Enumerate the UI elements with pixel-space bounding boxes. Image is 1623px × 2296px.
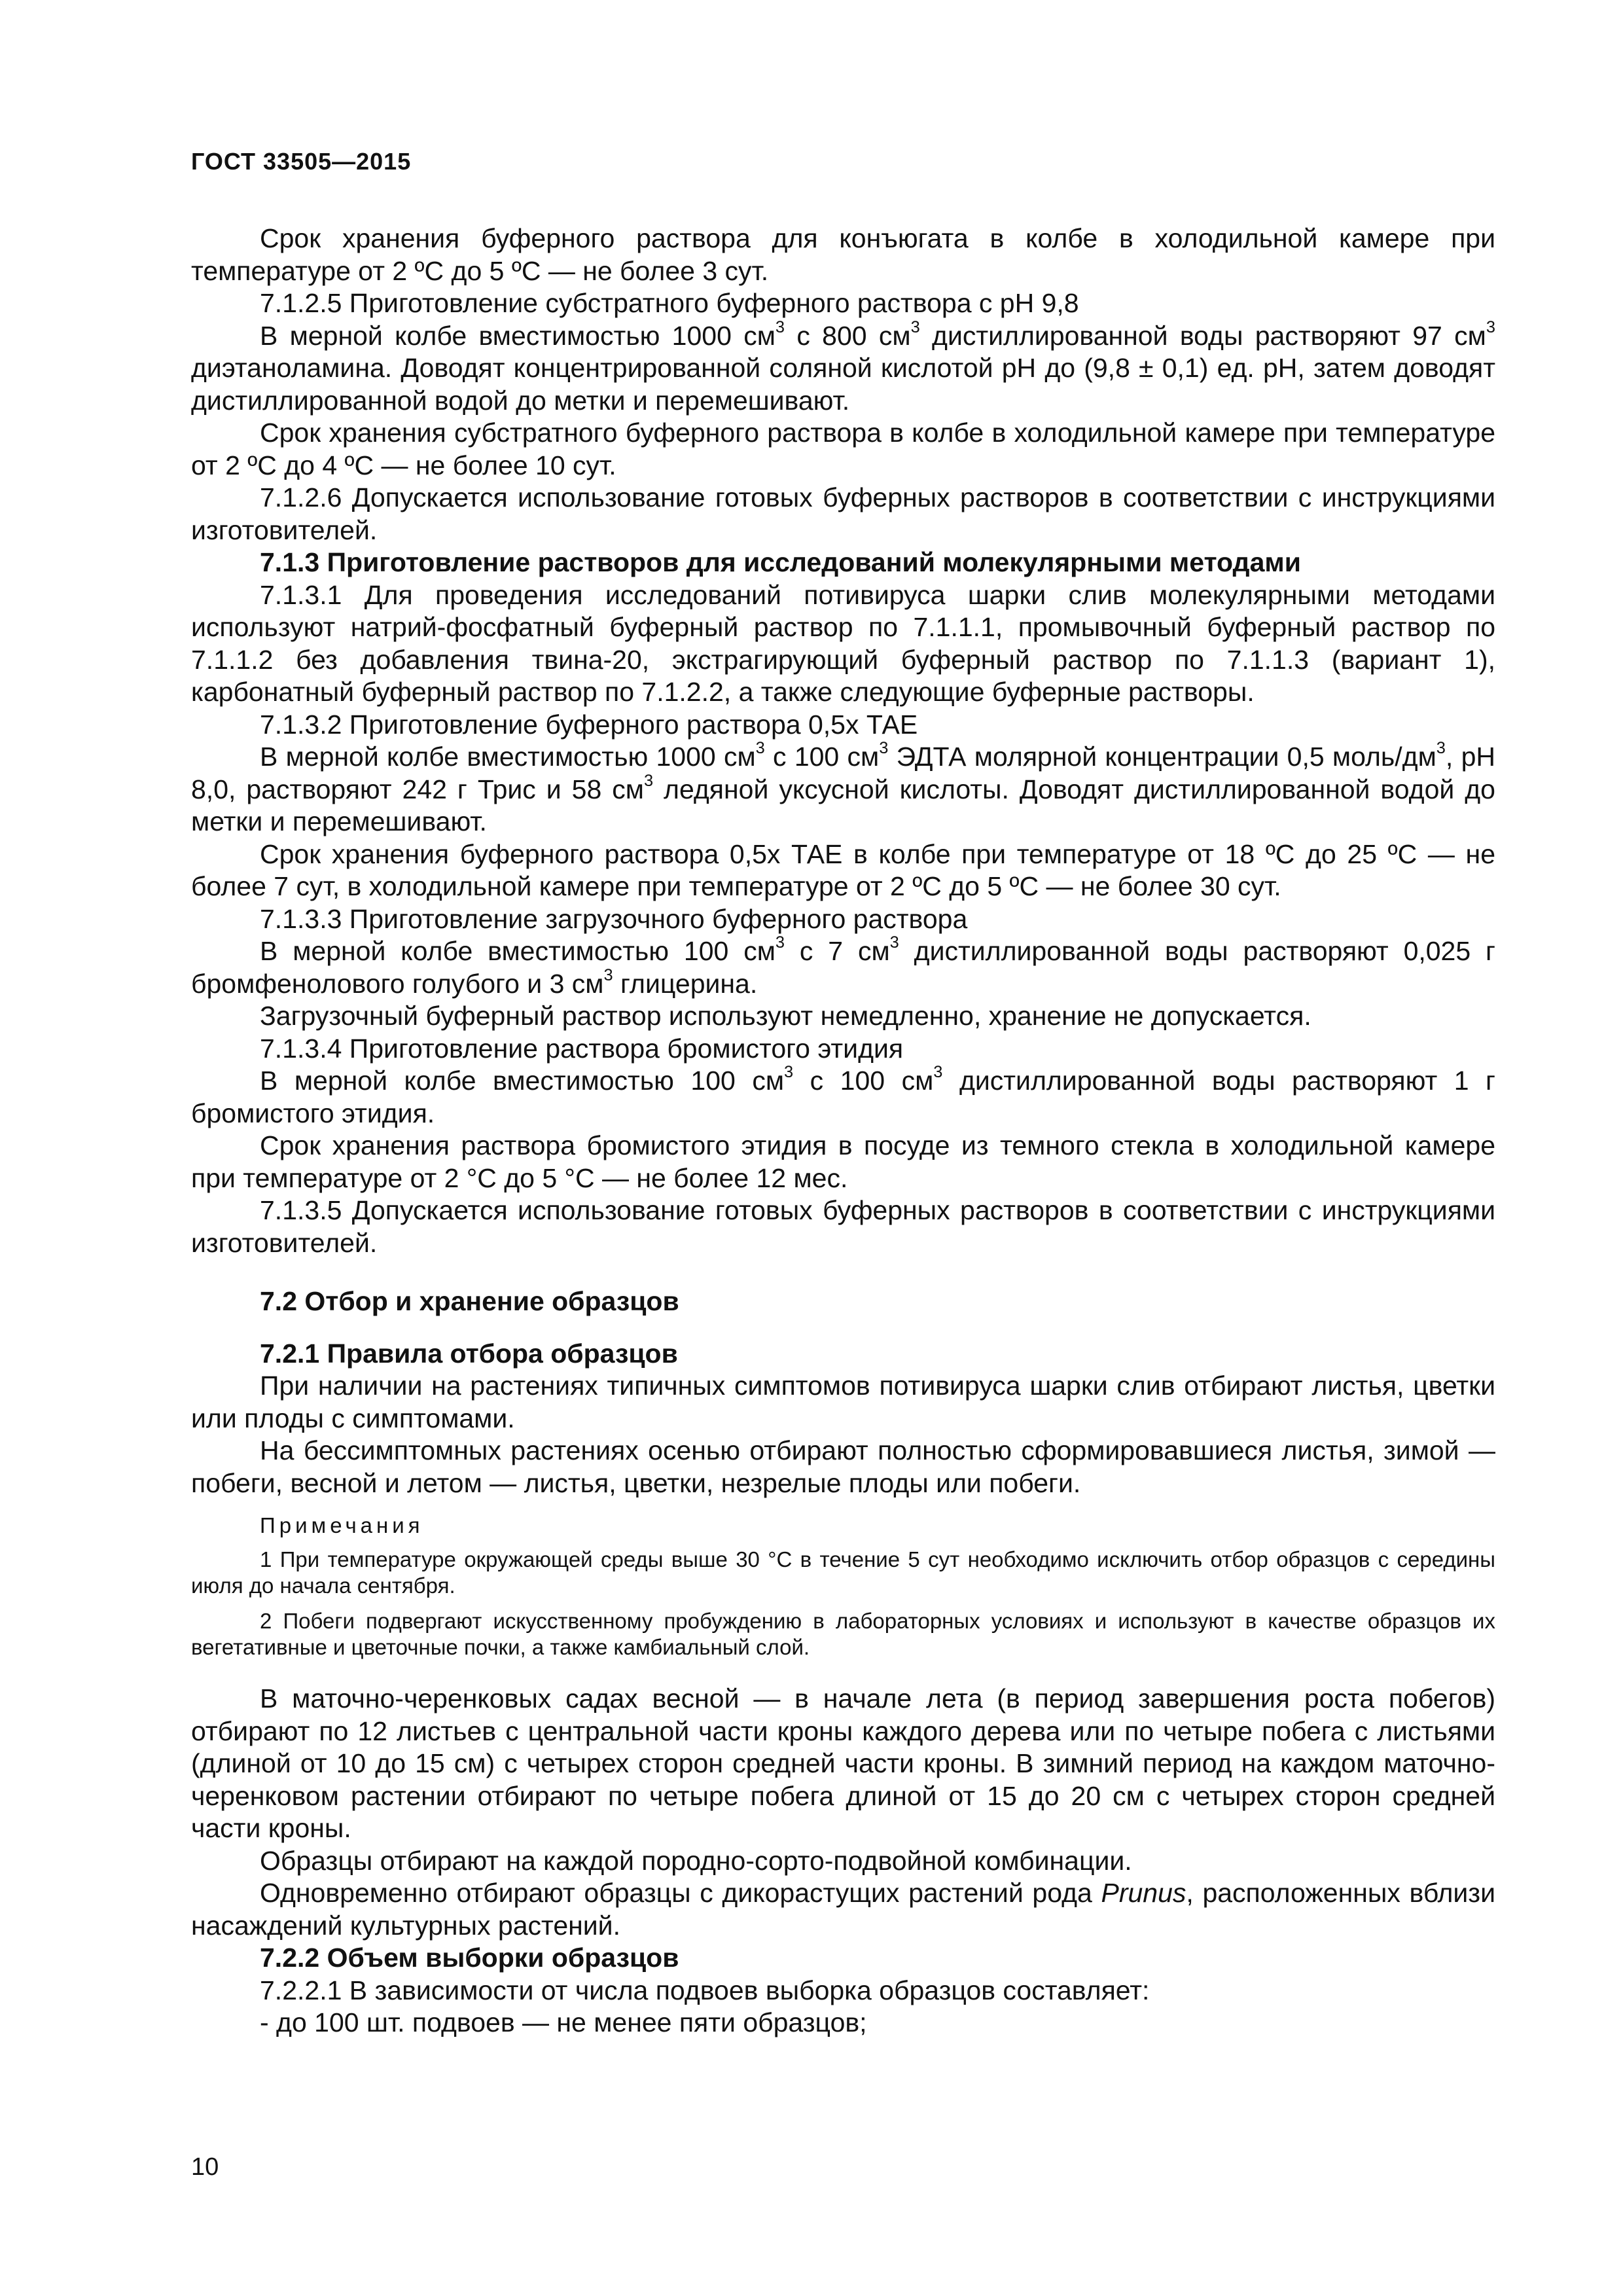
subsection-heading: 7.2.2 Объем выборки образцов xyxy=(260,1943,679,1973)
paragraph: Образцы отбирают на каждой породно-сорто-подвойной комбинации. xyxy=(260,1845,1132,1876)
section-heading: 7.1.3 Приготовление растворов для исследований молекулярными методами xyxy=(260,547,1301,577)
paragraph: 7.1.3.5 Допускается использование готовых буферных растворов в соответствии с инструкциями изготовителей. xyxy=(191,1195,1495,1258)
paragraph: В мерной колбе вместимостью 100 $см^3$ с 100 $см^3$ дистиллированной воды растворяют 1 г бромистого этидия. xyxy=(191,1062,1495,1128)
paragraph: В мерной колбе вместимостью 1000 $см^3$ с 100 $см^3$ ЭДТА молярной концентрации 0,5 моль/$дм^3$, рН 8,0, растворяют 242 г Трис и 58 $см^3$ ледяной уксусной кислоты. Доводят дистиллированной водой до метки и перемешивают. xyxy=(191,738,1495,836)
list-item: - до 100 шт. подвоев — не менее пяти образцов; xyxy=(260,2007,867,2037)
notes-block xyxy=(191,1513,1495,1660)
paragraph: 7.1.2.6 Допускается использование готовых буферных растворов в соответствии с инструкциями изготовителей. xyxy=(191,482,1495,545)
document-body xyxy=(191,223,1495,2039)
paragraph: Срок хранения субстратного буферного раствора в колбе в холодильной камере при температуре от 2 ºС до 4 ºС — не более 10 сут. xyxy=(191,418,1495,480)
note-item: 1 При температуре окружающей среды выше 30 °С в течение 5 сут необходимо исключить отбор образцов с середины июля до начала сентября. xyxy=(191,1547,1495,1598)
clause-title: 7.1.2.5 Приготовление субстратного буферного раствора с рН 9,8 xyxy=(260,288,1079,318)
after-notes xyxy=(191,1683,1495,2039)
document-header: ГОСТ 33505—2015 xyxy=(191,148,412,175)
paragraph: При наличии на растениях типичных симптомов потивируса шарки слив отбирают листья, цветки или плоды с симптомами. xyxy=(191,1371,1495,1433)
section-heading: 7.2 Отбор и хранение образцов xyxy=(260,1286,679,1316)
paragraph: Срок хранения буферного раствора для конъюгата в колбе в холодильной камере при температуре от 2 ºС до 5 ºС — не более 3 сут. xyxy=(191,223,1495,286)
paragraph: В маточно-черенковых садах весной — в начале лета (в период завершения роста побегов) отбирают по 12 листьев с центральной части кроны каждого дерева или по четыре побега с листьями (длиной от 10 до 15 см) с четырех сторон средней части кроны. В зимний период на каждом маточно-черенковом растении отбирают по четыре побега длиной от 15 до 20 см с четырех сторон средней части кроны. xyxy=(191,1683,1495,1843)
paragraph: 7.2.2.1 В зависимости от числа подвоев выборка образцов составляет: xyxy=(260,1975,1150,2005)
paragraph: Загрузочный буферный раствор используют немедленно, хранение не допускается. xyxy=(260,1001,1311,1031)
clause-title: 7.1.3.3 Приготовление загрузочного буферного раствора xyxy=(260,903,968,934)
subsection-heading: 7.2.1 Правила отбора образцов xyxy=(260,1338,678,1369)
paragraph: Срок хранения раствора бромистого этидия в посуде из темного стекла в холодильной камере при температуре от 2 °С до 5 °С — не более 12 мес. xyxy=(191,1130,1495,1193)
paragraph: На бессимптомных растениях осенью отбирают полностью сформировавшиеся листья, зимой — побеги, весной и летом — листья, цветки, незрелые плоды или побеги. xyxy=(191,1435,1495,1498)
clause-title: 7.1.3.2 Приготовление буферного раствора 0,5х ТАЕ xyxy=(260,709,918,740)
paragraph: В мерной колбе вместимостью 100 $см^3$ с 7 $см^3$ дистиллированной воды растворяют 0,025 г бромфенолового голубого и 3 $см^3$ глицерина. xyxy=(191,933,1495,999)
paragraph: 7.1.3.1 Для проведения исследований потивируса шарки слив молекулярными методами используют натрий-фосфатный буферный раствор по 7.1.1.1, промывочный буферный раствор по 7.1.1.2 без добавления твина-20, экстрагирующий буферный раствор по 7.1.1.3 (вариант 1), карбонатный буферный раствор по 7.1.2.2, а также следующие буферные растворы. xyxy=(191,579,1495,707)
paragraph: Срок хранения буферного раствора 0,5х ТАЕ в колбе при температуре от 18 ºС до 25 ºС — не более 7 сут, в холодильной камере при температуре от 2 ºС до 5 ºС — не более 30 сут. xyxy=(191,838,1495,901)
clause-title: 7.1.3.4 Приготовление раствора бромистого этидия xyxy=(260,1033,904,1064)
page-number: 10 xyxy=(191,2153,219,2181)
paragraph: Одновременно отбирают образцы с дикорастущих растений рода Prunus, расположенных вблизи насаждений культурных растений. xyxy=(191,1878,1496,1941)
notes-title: Примечания xyxy=(260,1513,424,1537)
paragraph: В мерной колбе вместимостью 1000 $см^3$ с 800 $см^3$ дистиллированной воды растворяют 97 $см^3$ диэтаноламина. Доводят концентрированной соляной кислотой рН до (9,8 ± 0,1) ед. рН, затем доводят дистиллированной водой до метки и перемешивают. xyxy=(191,317,1495,416)
note-item: 2 Побеги подвергают искусственному пробуждению в лабораторных условиях и используют в качестве образцов их вегетативные и цветочные почки, а также камбиальный слой. xyxy=(191,1609,1495,1659)
